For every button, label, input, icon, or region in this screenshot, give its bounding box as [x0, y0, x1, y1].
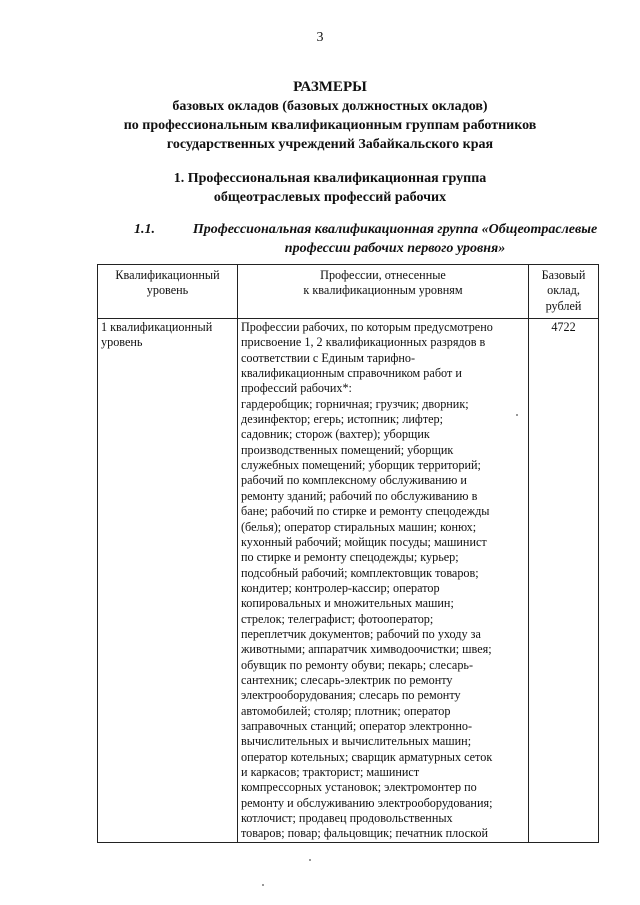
profession-text-line: и каркасов; тракторист; машинист — [241, 765, 420, 779]
section-heading-line: общеотраслевых профессий рабочих — [213, 190, 447, 205]
document-title — [40, 77, 620, 154]
base-salary-cell: 4722 — [529, 319, 599, 843]
profession-text-line: бане; рабочий по стирке и ремонту спецодежды — [241, 504, 490, 519]
page-number: 3 — [316, 30, 324, 45]
profession-text-line: квалификационным справочником работ и — [241, 366, 462, 381]
header-base-salary — [529, 265, 599, 319]
profession-text-line: профессий рабочих*: — [241, 381, 352, 396]
header-line: Профессии, отнесенные — [320, 268, 446, 282]
profession-text-line: переплетчик документов; рабочий по уходу за — [241, 626, 481, 641]
profession-text-line: соответствии с Единым тарифно- — [241, 350, 416, 365]
profession-text-line: обувщик по ремонту обуви; пекарь; слесарь- — [241, 657, 474, 672]
profession-text-line: вычислительных и вычислительных машин; — [241, 734, 472, 749]
profession-text-line: служебных помещений; уборщик территорий; — [241, 458, 481, 473]
section-heading-line: 1. Профессиональная квалификационная группа — [173, 171, 487, 186]
profession-text-line: рабочий по комплексному обслуживанию и — [241, 473, 467, 488]
profession-text-line: ремонту зданий; рабочий по обслуживанию в — [241, 488, 478, 503]
profession-text-line: заправочных станций; оператор электронно- — [241, 718, 473, 733]
table-header-row — [98, 265, 599, 319]
title-line: по профессиональным квалификационным группам работников — [123, 118, 537, 133]
qualification-level-line: 1 квалификационный — [101, 320, 213, 335]
header-line: уровень — [146, 283, 189, 298]
profession-text-line: производственных помещений; уборщик — [241, 442, 454, 457]
profession-text-line: кондитер; контролер-кассир; оператор — [241, 580, 440, 595]
section-heading — [40, 169, 620, 207]
title-main: РАЗМЕРЫ — [293, 79, 367, 95]
salary-table — [97, 264, 599, 843]
header-line: оклад, — [547, 283, 580, 298]
profession-text-line: садовник; сторож (вахтер); уборщик — [241, 427, 430, 442]
title-line: базовых окладов (базовых должностных окладов) — [172, 99, 488, 114]
header-qualification-level — [98, 265, 238, 319]
subsection-number: 1.1. — [134, 222, 155, 237]
profession-text-line: по стирке и ремонту спецодежды; курьер; — [241, 550, 459, 565]
profession-text-line: Профессии рабочих, по которым предусмотрено — [241, 320, 493, 335]
table-row — [98, 319, 599, 843]
profession-text-line: (белья); оператор стиральных машин; конюх; — [241, 519, 477, 534]
header-line: рублей — [545, 298, 582, 313]
scan-speck — [309, 859, 311, 861]
qualification-level-cell — [98, 319, 238, 843]
header-professions — [238, 265, 529, 319]
title-line: государственных учреждений Забайкальского края — [166, 137, 494, 152]
profession-text-line: копировальных и множительных машин; — [241, 596, 454, 611]
profession-text-line: животными; аппаратчик химводоочистки; швея; — [241, 642, 492, 657]
profession-text-line: электрооборудования; слесарь по ремонту — [241, 688, 461, 703]
profession-text-line: присвоение 1, 2 квалификационных разрядов в — [241, 335, 486, 350]
profession-text-line: гардеробщик; горничная; грузчик; дворник; — [241, 396, 469, 411]
qualification-level-line: уровень — [101, 335, 143, 350]
header-line: Квалификационный — [115, 268, 220, 282]
profession-text-line: дезинфектор; егерь; истопник; лифтер; — [241, 412, 444, 427]
scan-speck — [516, 414, 518, 416]
profession-text-line: кухонный рабочий; мойщик посуды; машинист — [241, 534, 487, 549]
profession-text-line: компрессорных установок; электромонтер по — [241, 780, 477, 795]
profession-text-line: котлочист; продавец продовольственных — [241, 811, 453, 826]
header-line: к квалификационным уровням — [303, 283, 463, 298]
profession-text-line: стрелок; телеграфист; фотооператор; — [241, 611, 434, 626]
profession-text-line: подсобный рабочий; комплектовщик товаров; — [241, 565, 479, 580]
subsection-heading-line: профессии рабочих первого уровня» — [284, 241, 506, 256]
subsection-heading — [134, 220, 614, 258]
profession-text-line: сантехник; слесарь-электрик по ремонту — [241, 672, 453, 687]
scan-speck — [262, 884, 264, 886]
profession-text-line: товаров; повар; фальцовщик; печатник плоской — [241, 826, 488, 841]
profession-text-line: автомобилей; столяр; плотник; оператор — [241, 703, 451, 718]
profession-text-line: оператор котельных; сварщик арматурных сеток — [241, 749, 493, 764]
subsection-heading-line: Профессиональная квалификационная группа «Общеотраслевые — [192, 222, 598, 237]
profession-text-line: ремонту и обслуживанию электрооборудования; — [241, 795, 493, 810]
header-line: Базовый — [541, 268, 586, 282]
professions-cell — [238, 319, 529, 843]
